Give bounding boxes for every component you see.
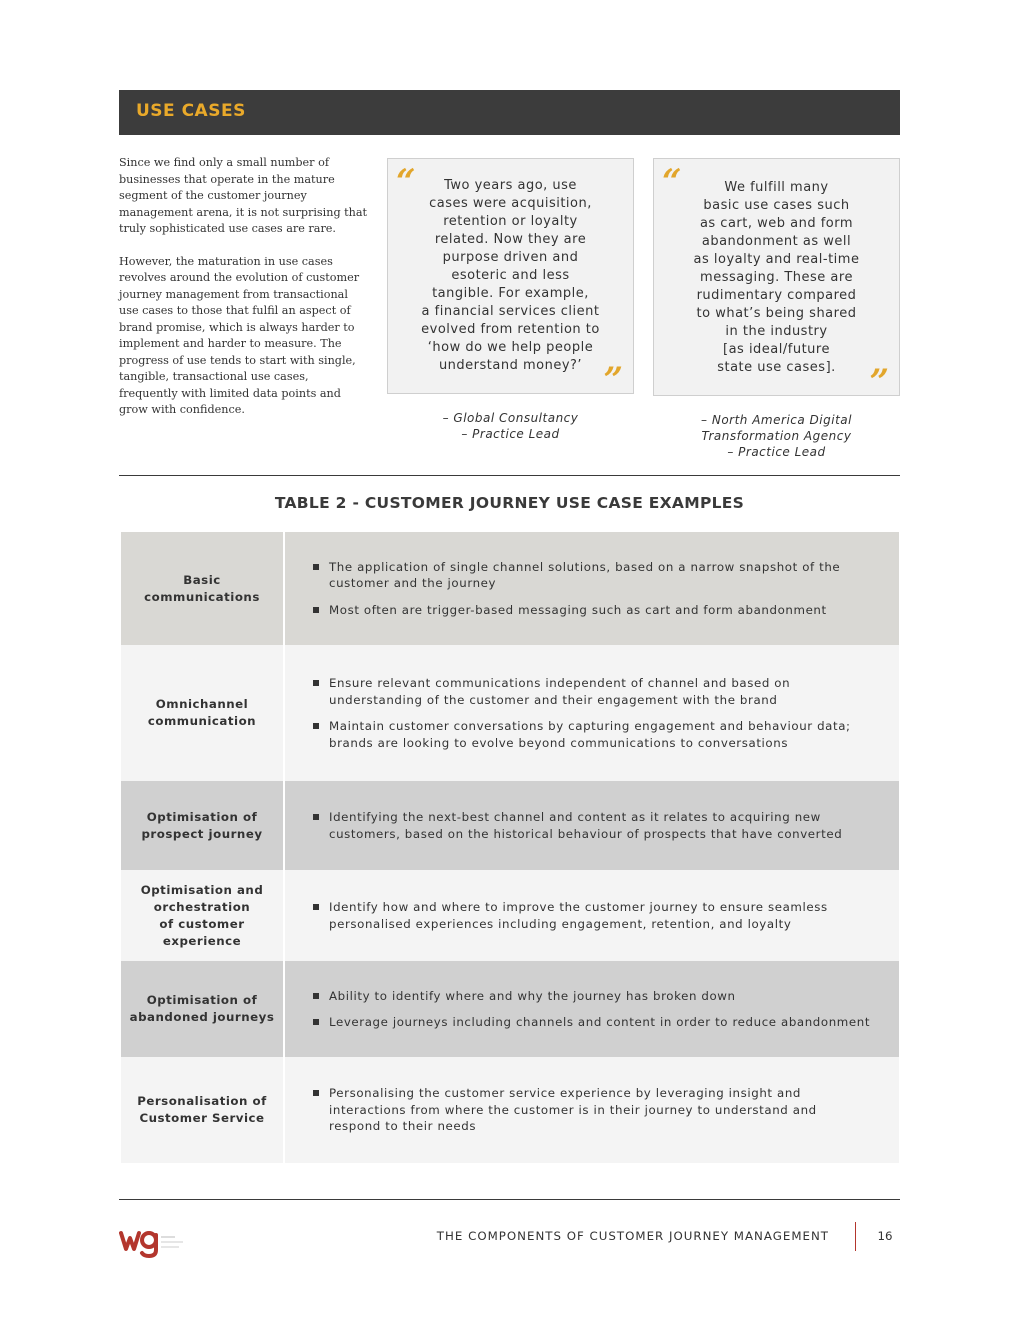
row-label-line: abandoned journeys xyxy=(129,1010,275,1024)
item-line: Personalising the customer service experience by leveraging insight and xyxy=(329,1086,801,1101)
row-label-line: Omnichannel xyxy=(155,697,249,711)
quote-line: state use cases]. xyxy=(717,360,836,375)
row-content xyxy=(285,961,899,1057)
close-quote-icon: ” xyxy=(869,362,889,402)
row-label xyxy=(121,961,285,1057)
table-row xyxy=(121,532,899,645)
row-content xyxy=(285,645,899,781)
row-label-line: orchestration xyxy=(153,899,251,914)
item-line: Most often are trigger-based messaging such as cart and form abandonment xyxy=(329,602,827,617)
row-content xyxy=(285,1057,899,1163)
row-label-line: prospect journey xyxy=(141,826,263,841)
footer-vertical-divider xyxy=(855,1222,856,1251)
row-label-line: Optimisation of xyxy=(146,809,258,824)
row-label-line: Optimisation of xyxy=(146,993,258,1007)
row-label-line: communications xyxy=(144,589,260,604)
row-label-line: Customer Service xyxy=(139,1111,265,1125)
quote-line: messaging. These are xyxy=(700,270,853,285)
quote-line: esoteric and less xyxy=(451,268,570,283)
row-content xyxy=(285,781,899,870)
open-quote-icon: “ xyxy=(396,162,416,202)
quote-attribution-2 xyxy=(653,412,900,460)
section-title: USE CASES xyxy=(136,101,246,121)
item-line: customers, based on the historical behaviour of prospects that have converted xyxy=(329,826,843,841)
quote-line: a financial services client xyxy=(421,304,600,319)
table-row xyxy=(121,961,899,1057)
list-item xyxy=(313,718,879,751)
quote-line: tangible. For example, xyxy=(432,286,589,301)
quote-line: as cart, web and form xyxy=(699,216,854,231)
row-label xyxy=(121,532,285,645)
quote-line: purpose driven and xyxy=(442,250,579,265)
attribution-line: – Practice Lead xyxy=(727,445,826,459)
quote-attribution-1 xyxy=(387,410,634,442)
row-label-line: of customer xyxy=(159,916,245,931)
quote-line: related. Now they are xyxy=(434,232,587,247)
item-line: understanding of the customer and their engagement with the brand xyxy=(329,692,778,707)
close-quote-icon: ” xyxy=(603,360,623,400)
quote-line: understand money?’ xyxy=(438,358,583,373)
row-label-line: experience xyxy=(162,933,242,948)
quote-line: Two years ago, use xyxy=(444,178,577,193)
quote-line: [as ideal/future xyxy=(723,342,830,357)
quote-line: retention or loyalty xyxy=(443,214,578,229)
item-line: customer and the journey xyxy=(329,576,497,591)
row-label xyxy=(121,870,285,961)
quote-line: basic use cases such xyxy=(703,198,850,213)
item-line: respond to their needs xyxy=(329,1119,477,1134)
attribution-line: – Practice Lead xyxy=(461,427,560,441)
attribution-line: – North America Digital xyxy=(701,413,852,427)
table-row xyxy=(121,870,899,961)
section-header-bar xyxy=(119,90,900,135)
quote-text-2 xyxy=(672,179,881,377)
table-title: TABLE 2 - CUSTOMER JOURNEY USE CASE EXAMPLES xyxy=(274,494,745,512)
item-line: Ability to identify where and why the journey has broken down xyxy=(329,988,736,1003)
item-line: brands are looking to evolve beyond communications to conversations xyxy=(329,735,789,750)
list-item xyxy=(313,988,879,1005)
row-label xyxy=(121,1057,285,1163)
item-line: interactions from where the customer is in their journey to understand and xyxy=(329,1102,817,1117)
list-item xyxy=(313,899,879,932)
item-line: Ensure relevant communications independent of channel and based on xyxy=(329,676,791,690)
table-row xyxy=(121,1057,899,1163)
list-item xyxy=(313,1014,879,1031)
quote-line: as loyalty and real-time xyxy=(693,252,860,267)
row-label-line: communication xyxy=(147,714,257,728)
section-divider xyxy=(119,475,900,476)
item-line: Identifying the next-best channel and content as it relates to acquiring new xyxy=(329,810,821,824)
row-label xyxy=(121,645,285,781)
row-label xyxy=(121,781,285,870)
quote-box-1 xyxy=(387,158,634,400)
quote-line: evolved from retention to xyxy=(421,322,600,337)
open-quote-icon: “ xyxy=(662,162,682,202)
list-item xyxy=(313,602,879,619)
page-number: 16 xyxy=(877,1229,893,1243)
footer-title: THE COMPONENTS OF CUSTOMER JOURNEY MANAGEMENT xyxy=(436,1229,829,1243)
quote-line: rudimentary compared xyxy=(696,288,857,303)
footer-divider xyxy=(119,1199,900,1200)
item-line: The application of single channel solutions, based on a narrow snapshot of the xyxy=(329,559,841,574)
quote-line: to what’s being shared xyxy=(696,306,857,321)
quote-line: ‘how do we help people xyxy=(427,340,594,355)
attribution-line: Transformation Agency xyxy=(701,429,852,443)
quote-text-1 xyxy=(406,177,615,375)
list-item xyxy=(313,559,879,592)
list-item xyxy=(313,1085,879,1135)
table-row xyxy=(121,781,899,870)
row-content xyxy=(285,532,899,645)
intro-paragraph: However, the maturation in use cases revolves around the evolution of customer journey management from transactional use cases to those that fulfil an aspect of brand promise, which is always harder to implement and harder to measure. The progress of use tends to start with single, tangible, transactional use cases, frequently with limited data points and grow with confidence. xyxy=(119,254,360,416)
quote-line: cases were acquisition, xyxy=(429,196,592,211)
quote-line: in the industry xyxy=(725,324,828,339)
table-row xyxy=(121,645,899,781)
row-label-line: Optimisation and xyxy=(140,882,264,897)
item-line: Identify how and where to improve the customer journey to ensure seamless xyxy=(329,900,828,914)
item-line: personalised experiences including engagement, retention, and loyalty xyxy=(329,916,792,931)
list-item xyxy=(313,809,879,842)
row-label-line: Basic xyxy=(183,572,221,587)
wg-logo xyxy=(119,1225,201,1259)
intro-text xyxy=(119,155,369,435)
row-label-line: Personalisation of xyxy=(137,1094,267,1108)
item-line: Maintain customer conversations by capturing engagement and behaviour data; xyxy=(329,719,851,733)
use-case-table xyxy=(121,532,899,1163)
intro-paragraph: Since we find only a small number of businesses that operate in the mature segment of the customer journey management arena, it is not surprising that truly sophisticated use cases are rare. xyxy=(119,156,368,235)
item-line: Leverage journeys including channels and content in order to reduce abandonment xyxy=(329,1015,871,1029)
list-item xyxy=(313,675,879,708)
quote-line: We fulfill many xyxy=(724,180,829,195)
quote-box-2 xyxy=(653,158,900,402)
quote-line: abandonment as well xyxy=(701,234,852,249)
row-content xyxy=(285,870,899,961)
attribution-line: – Global Consultancy xyxy=(442,411,579,425)
